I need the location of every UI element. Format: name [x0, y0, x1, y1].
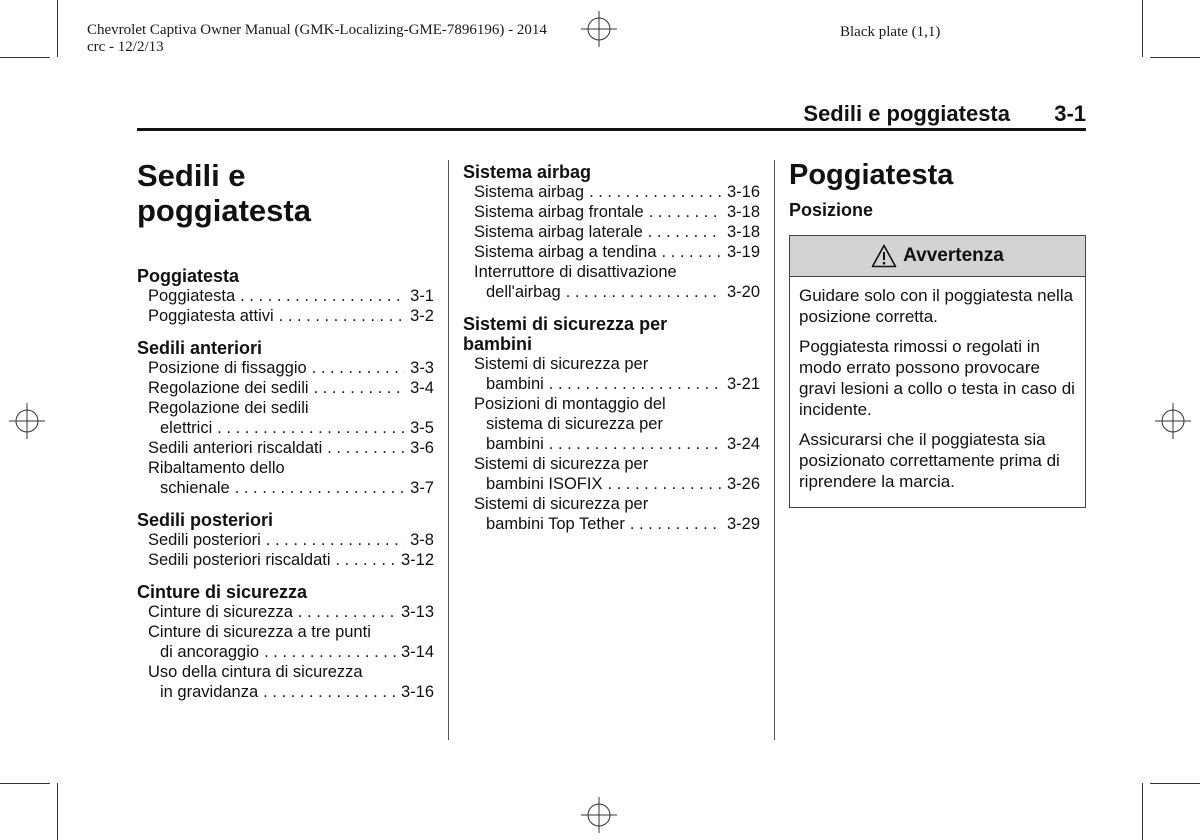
leader-dots — [566, 282, 722, 302]
toc-entry-page: 3-20 — [726, 283, 760, 301]
toc-entry-page: 3-5 — [410, 419, 434, 437]
toc-entry[interactable] — [463, 474, 760, 494]
toc-section-title: Sistema airbag — [463, 162, 592, 182]
leader-dots — [279, 306, 405, 326]
leader-dots — [589, 182, 722, 202]
warning-triangle-icon — [871, 244, 897, 268]
column-divider — [774, 160, 775, 740]
toc-entry-page: 3-16 — [400, 683, 434, 701]
toc-section-title: Cinture di sicurezza — [137, 582, 308, 602]
toc-entry-page: 3-18 — [726, 203, 760, 221]
header-rule — [137, 128, 1086, 131]
toc-entry-page: 3-12 — [400, 551, 434, 569]
toc-entry[interactable] — [137, 550, 434, 570]
warning-box — [789, 235, 1086, 508]
toc-entry[interactable] — [137, 418, 434, 438]
toc-entry-text: Sedili posteriori — [148, 531, 261, 549]
toc-entry[interactable] — [463, 242, 760, 262]
chapter-title — [137, 158, 434, 228]
toc-entry-text: bambini Top Tether — [486, 515, 625, 533]
toc-entry-text: Sistema airbag a tendina — [474, 243, 657, 261]
leader-dots — [312, 358, 405, 378]
leader-dots — [607, 474, 722, 494]
leader-dots — [336, 550, 396, 570]
toc-entry-page: 3-21 — [726, 375, 760, 393]
toc-section-airbag — [463, 162, 760, 302]
toc-entry[interactable] — [137, 530, 434, 550]
toc-section-title-line: bambini — [463, 334, 533, 354]
toc-section-sedili-anteriori — [137, 338, 434, 498]
registration-mark-icon — [9, 403, 45, 439]
toc-entry-page: 3-16 — [726, 183, 760, 201]
doc-info-line2: crc - 12/2/13 — [87, 39, 164, 55]
crop-mark — [57, 0, 58, 57]
crop-mark — [57, 783, 58, 840]
column-divider — [448, 160, 449, 740]
toc-entry-line: Sistemi di sicurezza per — [474, 495, 649, 513]
leader-dots — [263, 682, 396, 702]
leader-dots — [549, 374, 722, 394]
toc-entry-page: 3-3 — [410, 359, 434, 377]
leader-dots — [217, 418, 405, 438]
toc-entry-line: Ribaltamento dello — [148, 459, 285, 477]
toc-entry[interactable] — [137, 682, 434, 702]
toc-entry-text: Sistema airbag — [474, 183, 585, 201]
toc-entry-line: Cinture di sicurezza a tre punti — [148, 623, 371, 641]
toc-entry-text: di ancoraggio — [160, 643, 260, 661]
running-title: Sedili e poggiatesta — [803, 101, 1010, 126]
toc-entry-page: 3-13 — [400, 603, 434, 621]
toc-entry-text: bambini — [486, 375, 544, 393]
toc-entry-page: 3-8 — [410, 531, 434, 549]
leader-dots — [314, 378, 406, 398]
toc-entry-page: 3-18 — [726, 223, 760, 241]
leader-dots — [266, 530, 405, 550]
toc-section-title-line: Sistemi di sicurezza per — [463, 314, 668, 334]
toc-entry-page: 3-7 — [410, 479, 434, 497]
toc-entry-line: Uso della cintura di sicurezza — [148, 663, 363, 681]
toc-entry-text: Poggiatesta — [148, 287, 236, 305]
leader-dots — [298, 602, 396, 622]
toc-entry-page: 3-2 — [410, 307, 434, 325]
plate-info: Black plate (1,1) — [840, 24, 941, 40]
crop-mark — [0, 783, 50, 784]
toc-section-title: Sedili posteriori — [137, 510, 274, 530]
toc-entry-page: 3-1 — [410, 287, 434, 305]
toc-entry[interactable] — [137, 642, 434, 662]
toc-entry-page: 3-29 — [726, 515, 760, 533]
leader-dots — [327, 438, 405, 458]
toc-entry[interactable] — [137, 378, 434, 398]
toc-entry[interactable] — [463, 374, 760, 394]
toc-section-title: Poggiatesta — [137, 266, 240, 286]
toc-section-cinture — [137, 582, 434, 702]
toc-entry-line: Sistemi di sicurezza per — [474, 355, 649, 373]
toc-entry-text: Regolazione dei sedili — [148, 379, 309, 397]
leader-dots — [240, 286, 405, 306]
toc-entry[interactable] — [137, 358, 434, 378]
warning-paragraph: Assicurarsi che il poggiatesta sia posizionato correttamente prima di riprendere la marcia. — [799, 430, 1060, 491]
crop-mark — [1142, 783, 1143, 840]
toc-entry-page: 3-4 — [410, 379, 434, 397]
toc-entry[interactable] — [463, 182, 760, 202]
toc-section-sedili-posteriori — [137, 510, 434, 570]
toc-entry-text: Poggiatesta attivi — [148, 307, 274, 325]
content-column — [789, 158, 1086, 508]
toc-entry-text: schienale — [160, 479, 230, 497]
toc-entry-page: 3-14 — [400, 643, 434, 661]
toc-entry-text: Sedili anteriori riscaldati — [148, 439, 323, 457]
crop-mark — [1150, 57, 1200, 58]
toc-entry-line: Regolazione dei sedili — [148, 399, 309, 417]
crop-mark — [0, 57, 50, 58]
toc-entry-text: Sedili posteriori riscaldati — [148, 551, 331, 569]
leader-dots — [630, 514, 722, 534]
toc-entry-text: bambini ISOFIX — [486, 475, 603, 493]
toc-section-title: Sedili anteriori — [137, 338, 263, 358]
toc-entry-line: Sistemi di sicurezza per — [474, 455, 649, 473]
toc-entry-line: Posizioni di montaggio del — [474, 395, 666, 413]
toc-section-bambini — [463, 314, 760, 534]
page-number: 3-1 — [1054, 101, 1086, 126]
topic-subtitle: Posizione — [789, 200, 874, 220]
toc-column-1 — [137, 158, 434, 714]
toc-section-poggiatesta — [137, 266, 434, 326]
toc-entry-text: in gravidanza — [160, 683, 259, 701]
toc-entry[interactable] — [463, 222, 760, 242]
toc-entry[interactable] — [463, 202, 760, 222]
toc-entry[interactable] — [137, 478, 434, 498]
toc-section-title — [463, 314, 760, 354]
toc-entry-text: elettrici — [160, 419, 213, 437]
leader-dots — [235, 478, 405, 498]
toc-entry[interactable] — [463, 282, 760, 302]
leader-dots — [264, 642, 396, 662]
warning-paragraph: Poggiatesta rimossi o regolati in modo errato possono provocare gravi lesioni a collo o testa in caso di incidente. — [799, 337, 1075, 419]
toc-entry[interactable] — [137, 602, 434, 622]
toc-entry-text: bambini — [486, 435, 544, 453]
toc-column-2 — [463, 162, 760, 546]
crop-mark — [1142, 0, 1143, 57]
toc-entry-text: dell'airbag — [486, 283, 561, 301]
toc-entry[interactable] — [137, 438, 434, 458]
registration-mark-icon — [581, 797, 617, 833]
toc-entry-line: Interruttore di disattivazione — [474, 263, 677, 281]
toc-entry-page: 3-19 — [726, 243, 760, 261]
toc-entry-text: Sistema airbag frontale — [474, 203, 644, 221]
chapter-title-line: poggiatesta — [137, 193, 311, 228]
warning-paragraph: Guidare solo con il poggiatesta nella posizione corretta. — [799, 286, 1074, 326]
leader-dots — [648, 222, 722, 242]
registration-mark-icon — [581, 11, 617, 47]
toc-entry-text: Posizione di fissaggio — [148, 359, 307, 377]
toc-entry-line: sistema di sicurezza per — [486, 415, 663, 433]
doc-info — [87, 22, 547, 56]
crop-mark — [1150, 783, 1200, 784]
registration-mark-icon — [1155, 403, 1191, 439]
toc-entry-page: 3-26 — [726, 475, 760, 493]
warning-header — [790, 236, 1085, 277]
warning-body — [790, 277, 1085, 507]
toc-entry[interactable] — [137, 306, 434, 326]
running-head — [137, 101, 1086, 129]
toc-entry-page: 3-24 — [726, 435, 760, 453]
topic-title: Poggiatesta — [789, 159, 954, 191]
doc-info-line1: Chevrolet Captiva Owner Manual (GMK-Localizing-GME-7896196) - 2014 — [87, 22, 547, 38]
toc-entry-page: 3-6 — [410, 439, 434, 457]
toc-entry-text: Cinture di sicurezza — [148, 603, 293, 621]
toc-entry[interactable] — [137, 286, 434, 306]
chapter-title-line: Sedili e — [137, 158, 246, 193]
leader-dots — [662, 242, 722, 262]
toc-entry[interactable] — [463, 434, 760, 454]
warning-label: Avvertenza — [903, 245, 1004, 266]
leader-dots — [549, 434, 722, 454]
leader-dots — [649, 202, 722, 222]
toc-entry-text: Sistema airbag laterale — [474, 223, 643, 241]
toc-entry[interactable] — [463, 514, 760, 534]
